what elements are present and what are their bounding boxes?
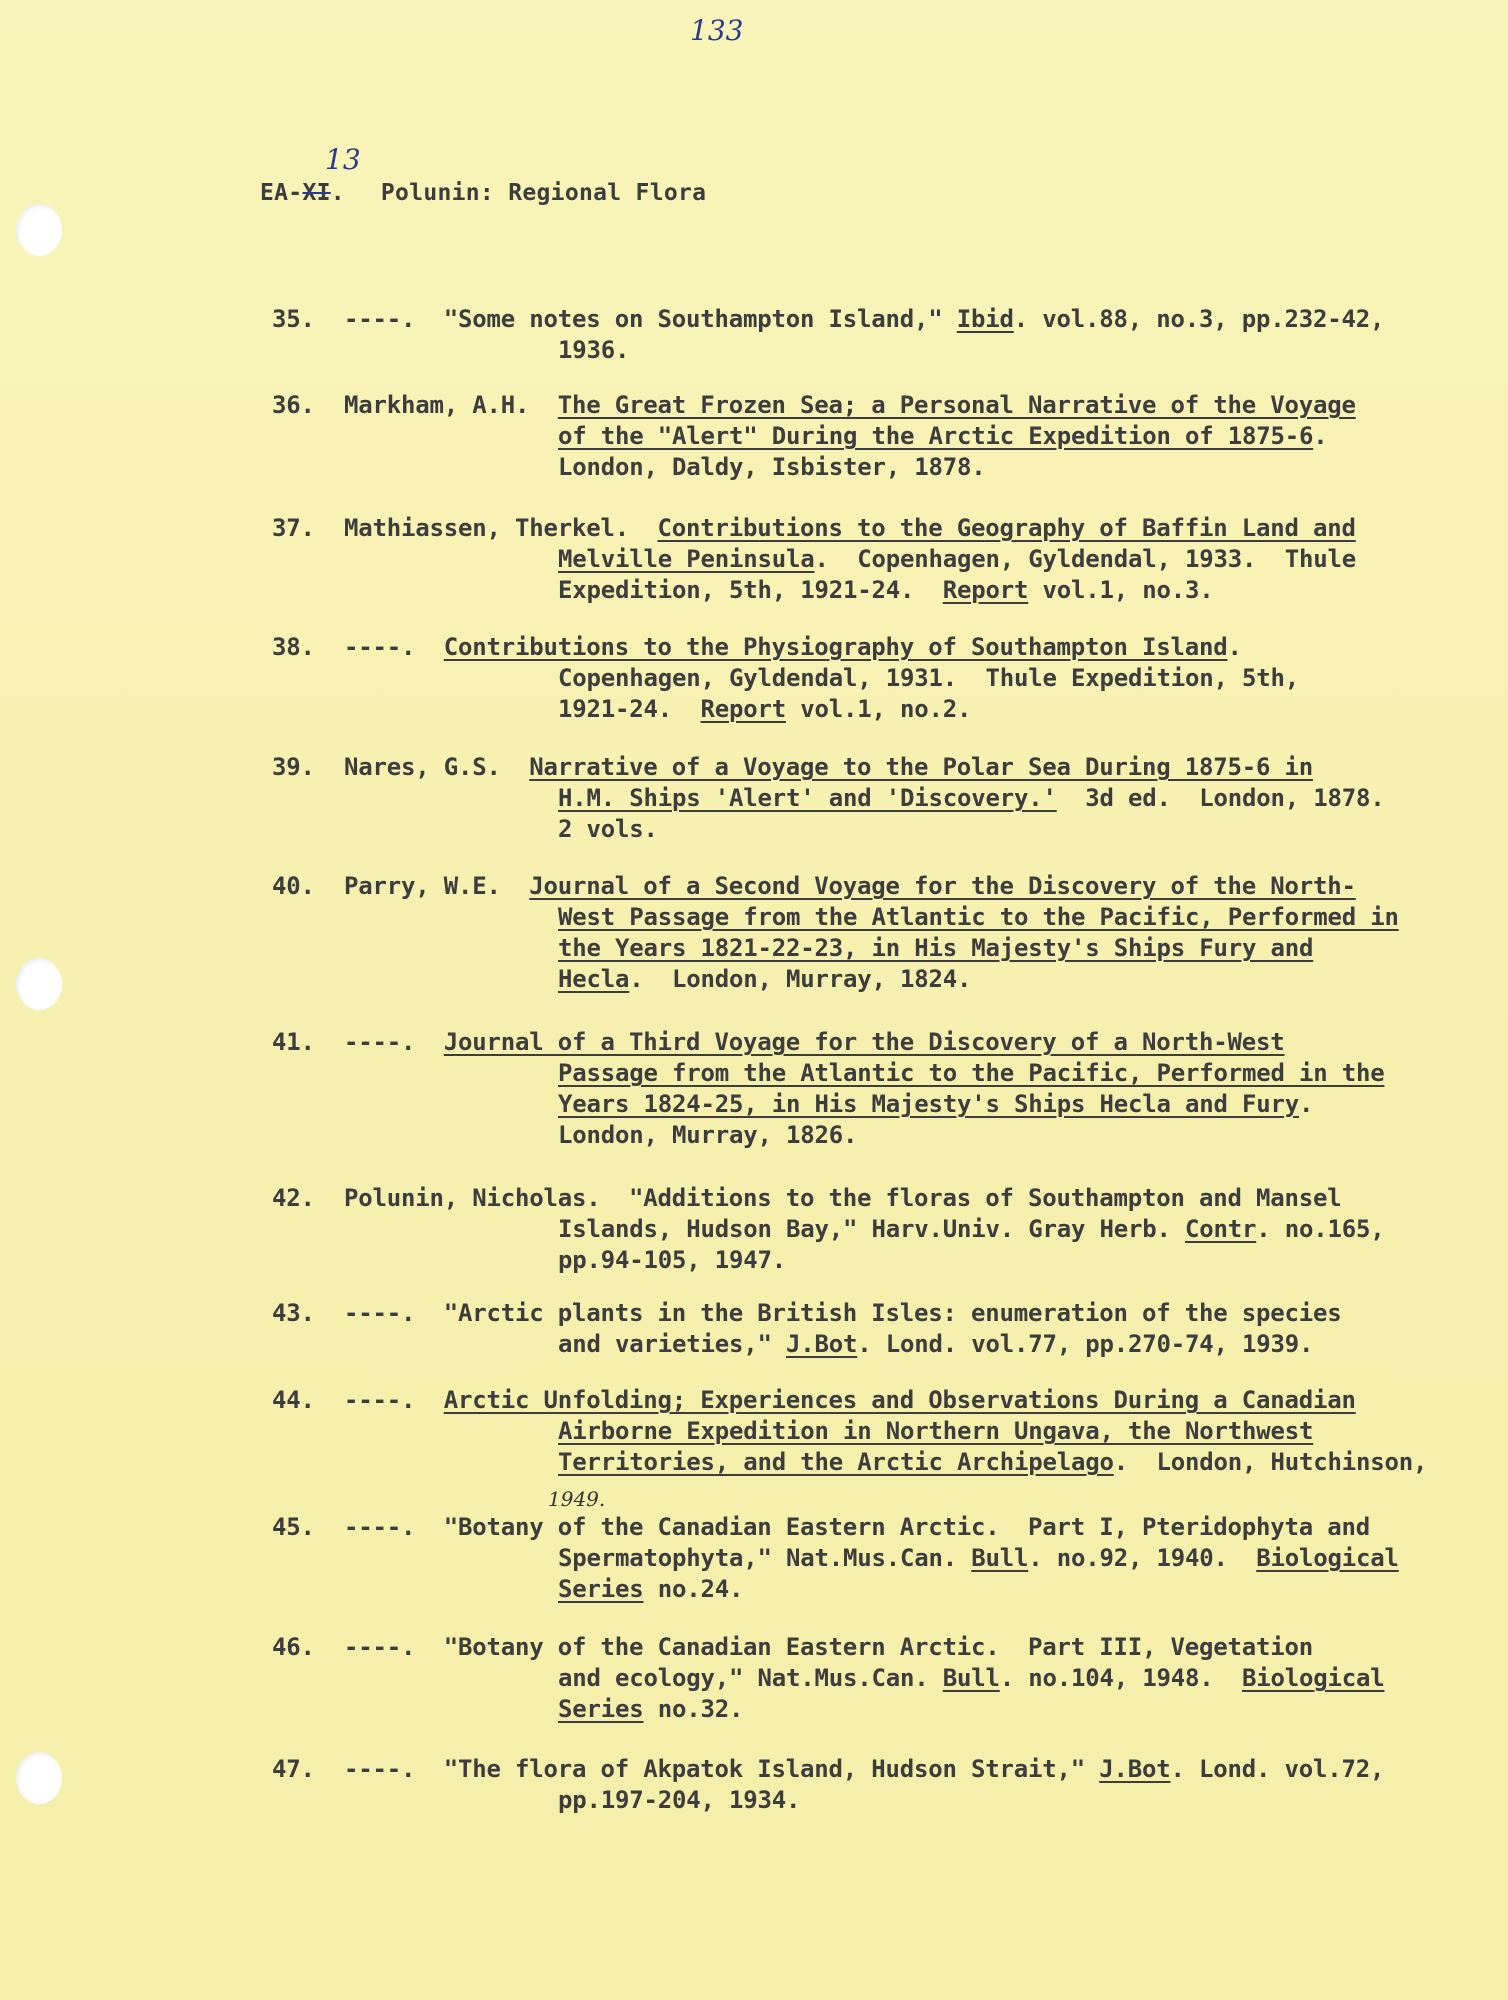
entry-line bbox=[272, 964, 1472, 995]
underlined-title-text: Biological bbox=[1241, 1664, 1385, 1692]
entry-text: . London, Murray, 1824. bbox=[629, 965, 972, 993]
entry-text: . Copenhagen, Gyldendal, 1933. Thule bbox=[814, 545, 1356, 573]
entry-text: . vol.88, no.3, pp.232-42, bbox=[1013, 305, 1385, 333]
entry-text: Polunin, Nicholas. "Additions to the floras of Southampton and Mansel bbox=[344, 1184, 1342, 1212]
header-prefix: EA- bbox=[260, 180, 303, 206]
entry-text: . no.104, 1948. bbox=[999, 1664, 1242, 1692]
entry-number: 39. bbox=[272, 753, 315, 781]
entry-text: ----. "Botany of the Canadian Eastern Arctic. Part I, Pteridophyta and bbox=[344, 1513, 1370, 1541]
bibliography-entry bbox=[272, 1632, 1472, 1725]
underlined-title-text: Passage from the Atlantic to the Pacific, Performed in the bbox=[558, 1059, 1385, 1087]
entry-text: no.32. bbox=[643, 1695, 744, 1723]
underlined-title-text: Report bbox=[700, 695, 786, 723]
underlined-title-text: Ibid bbox=[956, 305, 1014, 333]
entry-line bbox=[272, 1512, 1472, 1543]
entry-line bbox=[272, 632, 1472, 663]
entry-number: 38. bbox=[272, 633, 315, 661]
entry-line bbox=[272, 814, 1472, 845]
entry-number: 37. bbox=[272, 514, 315, 542]
entry-text: Copenhagen, Gyldendal, 1931. Thule Expedition, 5th, bbox=[558, 664, 1299, 692]
underlined-title-text: Arctic Unfolding; Experiences and Observations During a Canadian bbox=[443, 1386, 1356, 1414]
bibliography-entry bbox=[272, 304, 1472, 366]
entry-text: Parry, W.E. bbox=[344, 872, 530, 900]
bibliography-entry bbox=[272, 1027, 1472, 1151]
entry-line bbox=[272, 544, 1472, 575]
underlined-title-text: West Passage from the Atlantic to the Pacific, Performed in bbox=[558, 903, 1399, 931]
entry-number: 35. bbox=[272, 305, 315, 333]
underlined-title-text: Contr bbox=[1184, 1215, 1257, 1243]
entry-text: Nares, G.S. bbox=[344, 753, 530, 781]
bibliography-entry bbox=[272, 1385, 1472, 1478]
underlined-title-text: Biological bbox=[1256, 1544, 1399, 1572]
entry-line bbox=[272, 1027, 1472, 1058]
entry-line bbox=[272, 1385, 1472, 1416]
entry-line bbox=[272, 304, 1472, 335]
header-correction: 13 bbox=[325, 143, 361, 176]
underlined-title-text: The Great Frozen Sea; a Personal Narrative of the Voyage bbox=[557, 391, 1356, 419]
entry-text: ----. "Some notes on Southampton Island," bbox=[344, 305, 957, 333]
underlined-title-text: Melville Peninsula bbox=[558, 545, 815, 573]
entry-text: 1921-24. bbox=[558, 695, 701, 723]
entry-line bbox=[272, 902, 1472, 933]
underlined-title-text: Journal of a Third Voyage for the Discovery of a North-West bbox=[443, 1028, 1285, 1056]
entry-text: London, Daldy, Isbister, 1878. bbox=[558, 453, 986, 481]
underlined-title-text: Bull bbox=[971, 1544, 1029, 1572]
entry-text: . bbox=[1298, 1090, 1314, 1118]
bibliography-entry bbox=[272, 513, 1472, 606]
punch-hole bbox=[16, 1752, 62, 1804]
entry-text: and ecology," Nat.Mus.Can. bbox=[558, 1664, 943, 1692]
bibliography-entry bbox=[272, 752, 1472, 845]
entry-text: . bbox=[1313, 422, 1328, 450]
entry-number: 36. bbox=[272, 391, 315, 419]
header-struck-number: XI bbox=[302, 180, 331, 206]
entry-line bbox=[272, 1214, 1472, 1245]
entry-line bbox=[272, 1120, 1472, 1151]
underlined-title-text: Contributions to the Geography of Baffin Land and bbox=[657, 514, 1356, 542]
entry-line bbox=[272, 694, 1472, 725]
bibliography-entry bbox=[272, 1298, 1472, 1360]
entry-text: . London, Hutchinson, bbox=[1113, 1448, 1428, 1476]
entry-text: vol.1, no.3. bbox=[1028, 576, 1214, 604]
bibliography-entry bbox=[272, 1754, 1472, 1816]
entry-line bbox=[272, 933, 1472, 964]
entry-text: 2 vols. bbox=[558, 815, 658, 843]
entry-text: Markham, A.H. bbox=[344, 391, 558, 419]
entry-line bbox=[272, 335, 1472, 366]
entry-line bbox=[272, 390, 1472, 421]
entry-line bbox=[272, 1298, 1472, 1329]
entry-line bbox=[272, 1058, 1472, 1089]
entry-text: ----. "Arctic plants in the British Isles: enumeration of the species bbox=[344, 1299, 1342, 1327]
entry-text: London, Murray, 1826. bbox=[558, 1121, 858, 1149]
entry-text: Islands, Hudson Bay," Harv.Univ. Gray Herb. bbox=[558, 1215, 1185, 1243]
entry-line bbox=[272, 1574, 1472, 1605]
entry-text: vol.1, no.2. bbox=[786, 695, 972, 723]
punch-hole bbox=[16, 958, 62, 1010]
entry-line bbox=[272, 783, 1472, 814]
entry-line bbox=[272, 1329, 1472, 1360]
underlined-title-text: Contributions to the Physiography of Southampton Island bbox=[443, 633, 1228, 661]
entry-line bbox=[272, 871, 1472, 902]
entry-number: 40. bbox=[272, 872, 315, 900]
entry-text: Expedition, 5th, 1921-24. bbox=[558, 576, 943, 604]
entry-text: Spermatophyta," Nat.Mus.Can. bbox=[558, 1544, 972, 1572]
entry-text: 1936. bbox=[558, 336, 630, 364]
underlined-title-text: Years 1824-25, in His Majesty's Ships Hecla and Fury bbox=[558, 1090, 1299, 1118]
entry-text: . Lond. vol.72, bbox=[1170, 1755, 1385, 1783]
entry-line bbox=[272, 663, 1472, 694]
underlined-title-text: the Years 1821-22-23, in His Majesty's Ships Fury and bbox=[558, 934, 1314, 962]
entry-text: . Lond. vol.77, pp.270-74, 1939. bbox=[857, 1330, 1314, 1358]
entry-line bbox=[272, 1543, 1472, 1574]
entry-line bbox=[272, 513, 1472, 544]
entry-line bbox=[272, 575, 1472, 606]
entry-line bbox=[272, 1785, 1472, 1816]
entry-line bbox=[272, 1694, 1472, 1725]
page-number: 133 bbox=[690, 14, 744, 47]
entry-text: Mathiassen, Therkel. bbox=[344, 514, 658, 542]
entry-text: 3d ed. London, 1878. bbox=[1056, 784, 1385, 812]
entry-line bbox=[272, 421, 1472, 452]
entry-line bbox=[272, 1416, 1472, 1447]
underlined-title-text: Series bbox=[558, 1575, 644, 1603]
entry-number: 41. bbox=[272, 1028, 315, 1056]
underlined-title-text: J.Bot bbox=[786, 1330, 858, 1358]
bibliography-entry bbox=[272, 390, 1472, 483]
bibliography-entry bbox=[272, 871, 1472, 995]
entry-number: 47. bbox=[272, 1755, 315, 1783]
bibliography-entry bbox=[272, 632, 1472, 725]
entry-line bbox=[272, 452, 1472, 483]
underlined-title-text: Journal of a Second Voyage for the Discovery of the North- bbox=[529, 872, 1356, 900]
entry-text: . no.165, bbox=[1256, 1215, 1385, 1243]
underlined-title-text: Bull bbox=[942, 1664, 1000, 1692]
entry-line bbox=[272, 1089, 1472, 1120]
underlined-title-text: H.M. Ships 'Alert' and 'Discovery.' bbox=[558, 784, 1057, 812]
underlined-title-text: Report bbox=[942, 576, 1029, 604]
entry-line bbox=[272, 1663, 1472, 1694]
entry-text: ----. "The flora of Akpatok Island, Hudson Strait," bbox=[344, 1755, 1100, 1783]
entry-text: . bbox=[1227, 633, 1242, 661]
underlined-title-text: J.Bot bbox=[1099, 1755, 1171, 1783]
entry-text: ----. bbox=[344, 1028, 444, 1056]
entry-text: ----. bbox=[344, 633, 444, 661]
entry-text: ----. "Botany of the Canadian Eastern Arctic. Part III, Vegetation bbox=[344, 1633, 1313, 1661]
entry-line bbox=[272, 1245, 1472, 1276]
underlined-title-text: Territories, and the Arctic Archipelago bbox=[558, 1448, 1114, 1476]
entry-number: 43. bbox=[272, 1299, 315, 1327]
entry-line bbox=[272, 1754, 1472, 1785]
underlined-title-text: Series bbox=[558, 1695, 644, 1723]
entry-line bbox=[272, 1632, 1472, 1663]
entry-text: ----. bbox=[344, 1386, 444, 1414]
entry-number: 42. bbox=[272, 1184, 315, 1212]
bibliography-entry bbox=[272, 1183, 1472, 1276]
entry-number: 44. bbox=[272, 1386, 315, 1414]
entry-text: pp.197-204, 1934. bbox=[558, 1786, 801, 1814]
entry-text: no.24. bbox=[643, 1575, 744, 1603]
underlined-title-text: Narrative of a Voyage to the Polar Sea During 1875-6 in bbox=[529, 753, 1313, 781]
header-title: Polunin: Regional Flora bbox=[380, 180, 707, 206]
underlined-title-text: of the "Alert" During the Arctic Expedition of 1875-6 bbox=[558, 422, 1314, 450]
entry-line bbox=[272, 1183, 1472, 1214]
handwritten-year-note: 1949. bbox=[548, 1487, 606, 1511]
underlined-title-text: Hecla bbox=[558, 965, 630, 993]
entry-number: 46. bbox=[272, 1633, 315, 1661]
underlined-title-text: Airborne Expedition in Northern Ungava, the Northwest bbox=[558, 1417, 1314, 1445]
bibliography-entry bbox=[272, 1512, 1472, 1605]
entry-number: 45. bbox=[272, 1513, 315, 1541]
entry-line bbox=[272, 752, 1472, 783]
entry-text: and varieties," bbox=[558, 1330, 786, 1358]
entry-text: pp.94-105, 1947. bbox=[558, 1246, 786, 1274]
punch-hole bbox=[16, 204, 62, 256]
entry-text: . no.92, 1940. bbox=[1028, 1544, 1257, 1572]
entry-line bbox=[272, 1447, 1472, 1478]
section-header: EA-XI. Polunin: Regional Flora bbox=[260, 180, 707, 206]
